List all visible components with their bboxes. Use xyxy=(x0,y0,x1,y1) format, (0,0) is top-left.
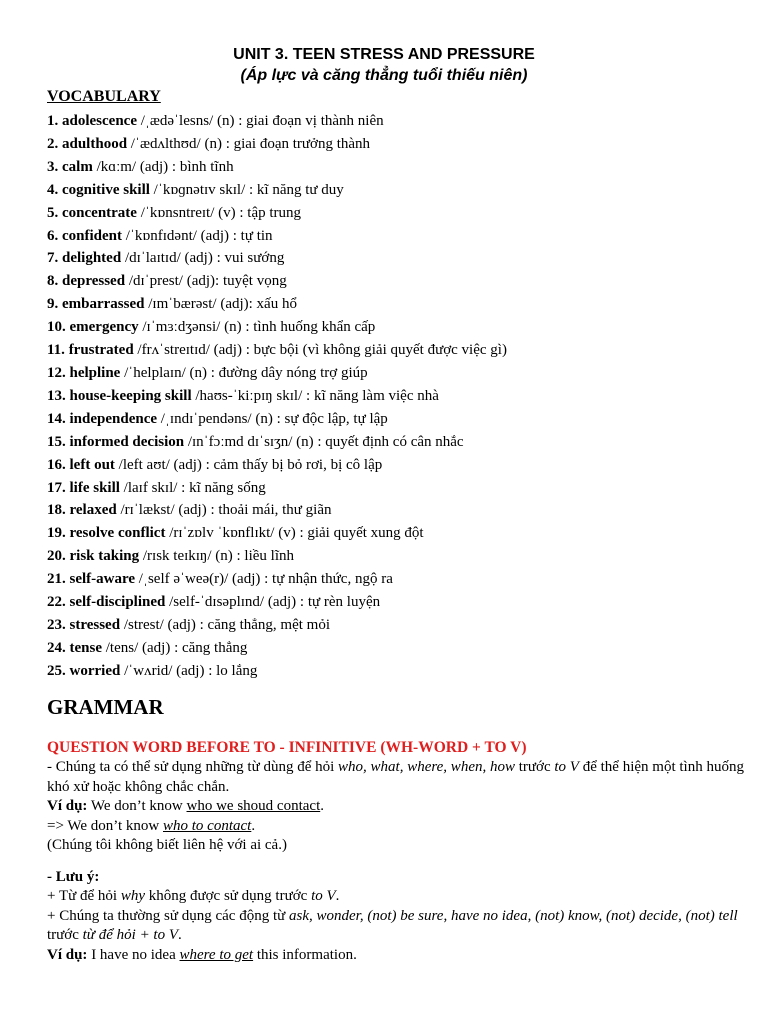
vocab-item xyxy=(47,614,747,637)
vocab-word: house-keeping skill xyxy=(69,387,192,404)
vocab-item xyxy=(47,431,747,454)
vocab-word: delighted xyxy=(62,250,122,267)
example-text: . xyxy=(320,798,324,814)
vocab-definition: /ˈkɒnfɪdənt/ (adj) : tự tin xyxy=(122,227,273,244)
vocab-number: 24. xyxy=(47,639,66,656)
vocab-definition: /left aʊt/ (adj) : cảm thấy bị bỏ rơi, bị cô lập xyxy=(114,456,383,473)
vocab-number: 14. xyxy=(47,410,66,427)
grammar-topic-heading: QUESTION WORD BEFORE TO - INFINITIVE (WH-WORD + TO V) xyxy=(47,739,527,756)
vocab-number: 23. xyxy=(47,616,66,633)
note-text: . xyxy=(178,927,182,943)
vocab-definition: /ɪnˈfɔːmd dɪˈsɪʒn/ (n) : quyết định có cân nhắc xyxy=(184,433,464,450)
vocab-number: 22. xyxy=(47,594,66,611)
vocab-item xyxy=(47,202,747,225)
example-1 xyxy=(47,797,752,817)
vocab-definition: /dɪˈlaɪtɪd/ (adj) : vui sướng xyxy=(121,250,285,267)
vocab-item xyxy=(47,362,747,385)
note-why: why xyxy=(120,888,145,904)
note-verbs: ask, wonder, (not) be sure, have no idea, (not) know, (not) decide, (not) tell xyxy=(289,907,738,924)
example-2 xyxy=(47,817,752,837)
vocab-item xyxy=(47,156,747,179)
unit-subtitle: (Áp lực và căng thẳng tuổi thiếu niên) xyxy=(240,67,528,84)
vocab-word: risk taking xyxy=(69,548,140,565)
unit-title: UNIT 3. TEEN STRESS AND PRESSURE xyxy=(233,46,535,63)
grammar-body xyxy=(47,758,752,965)
vocab-definition: /ˌædəˈlesns/ (n) : giai đoạn vị thành niên xyxy=(136,113,384,129)
example-text: I have no idea xyxy=(87,946,180,963)
example-3 xyxy=(47,946,752,966)
note-text: + Chúng ta thường sử dụng các động từ xyxy=(47,907,290,924)
vocab-definition: /rɪˈzɒlv ˈkɒnflɪkt/ (v) : giải quyết xung đột xyxy=(165,525,424,542)
vocab-definition: /tens/ (adj) : căng thẳng xyxy=(102,639,248,656)
vocab-item xyxy=(47,637,747,660)
vocab-definition: /ɪˈmɜːdʒənsi/ (n) : tình huống khẩn cấp xyxy=(138,319,376,336)
vocab-item xyxy=(47,568,747,591)
vocab-number: 1. xyxy=(47,113,59,129)
vocab-number: 20. xyxy=(47,548,66,565)
vocab-word: left out xyxy=(69,456,115,473)
grammar-intro xyxy=(47,758,752,797)
vocab-item xyxy=(47,133,747,156)
vocab-definition: /ˈhelplaɪn/ (n) : đường dây nóng trợ giúp xyxy=(120,364,368,381)
vocab-word: embarrassed xyxy=(62,296,145,313)
vocab-word: resolve conflict xyxy=(69,525,166,542)
example-label: Ví dụ: xyxy=(47,798,88,814)
vocab-item xyxy=(47,591,747,614)
vocab-definition: /rɪsk teɪkɪŋ/ (n) : liều lĩnh xyxy=(139,548,295,565)
vocab-item xyxy=(47,316,747,339)
vocab-number: 18. xyxy=(47,502,66,519)
vocab-item xyxy=(47,454,747,477)
vocab-definition: /ˌself əˈweə(r)/ (adj) : tự nhận thức, ngộ ra xyxy=(135,571,393,588)
vocab-number: 8. xyxy=(47,273,59,290)
vocab-item xyxy=(47,660,747,683)
vocab-word: self-disciplined xyxy=(69,594,166,611)
example-label: Ví dụ: xyxy=(47,946,88,963)
vocab-number: 7. xyxy=(47,250,59,267)
vocabulary-list xyxy=(47,110,747,683)
note-1 xyxy=(47,887,752,907)
vocab-word: life skill xyxy=(69,479,120,496)
note-text: . xyxy=(335,888,340,904)
example-text: We don’t know xyxy=(87,798,187,814)
vocab-definition: /ˌɪndɪˈpendəns/ (n) : sự độc lập, tự lập xyxy=(157,410,388,427)
vocab-definition: /kɑːm/ (adj) : bình tĩnh xyxy=(92,158,234,175)
vocab-item xyxy=(47,293,747,316)
note-label: - Lưu ý: xyxy=(47,868,100,885)
vocab-word: independence xyxy=(69,410,158,427)
vocab-number: 11. xyxy=(47,342,65,359)
vocab-definition: /ˈwʌrid/ (adj) : lo lắng xyxy=(120,662,258,679)
vocabulary-heading: VOCABULARY xyxy=(47,88,161,105)
vocab-number: 17. xyxy=(47,479,66,496)
vocab-definition: /dɪˈprest/ (adj): tuyệt vọng xyxy=(125,273,287,290)
vocab-word: depressed xyxy=(62,273,126,290)
note-text: + Từ để hỏi xyxy=(47,888,121,904)
vocab-word: adolescence xyxy=(62,113,137,129)
vocab-item xyxy=(47,179,747,202)
vocab-item xyxy=(47,247,747,270)
grammar-heading: GRAMMAR xyxy=(47,695,164,719)
vocab-item xyxy=(47,477,747,500)
intro-text: - Chúng ta có thể sử dụng những từ dùng để hỏi xyxy=(47,759,339,775)
vocab-word: emergency xyxy=(69,319,139,336)
vocab-number: 2. xyxy=(47,135,59,152)
vocab-item xyxy=(47,408,747,431)
vocab-word: frustrated xyxy=(68,342,134,359)
vocab-item xyxy=(47,225,747,248)
vocab-item xyxy=(47,385,747,408)
vocab-definition: /haʊs-ˈkiːpɪŋ skɪl/ : kĩ năng làm việc nhà xyxy=(191,387,439,404)
vocab-item xyxy=(47,270,747,293)
example-text: . xyxy=(251,817,256,834)
example-underlined: who we shoud contact xyxy=(186,798,321,814)
vocab-word: helpline xyxy=(69,364,121,381)
intro-text: trước xyxy=(514,759,555,775)
vocab-number: 25. xyxy=(47,662,66,679)
vocab-word: concentrate xyxy=(62,204,137,221)
vocab-word: worried xyxy=(69,662,121,679)
note-text: không được sử dụng trước xyxy=(144,888,312,904)
vocab-number: 3. xyxy=(47,158,59,175)
vocab-number: 4. xyxy=(47,181,59,198)
vocab-definition: /ˈkɒɡnətɪv skɪl/ : kĩ năng tư duy xyxy=(149,181,344,198)
vocab-word: calm xyxy=(62,158,93,175)
vocab-number: 10. xyxy=(47,319,66,336)
vocab-word: stressed xyxy=(69,616,121,633)
vocab-definition: /ɪmˈbærəst/ (adj): xấu hổ xyxy=(144,296,297,313)
vocab-number: 9. xyxy=(47,296,59,313)
vocab-number: 15. xyxy=(47,433,66,450)
example-text: this information. xyxy=(253,946,357,963)
vocab-word: self-aware xyxy=(69,571,136,588)
vocab-definition: /ˈkɒnsntreɪt/ (v) : tập trung xyxy=(136,204,302,221)
vocab-definition: /ˈædʌlthʊd/ (n) : giai đoạn trưởng thành xyxy=(127,135,371,152)
vocab-number: 19. xyxy=(47,525,66,542)
vocab-item xyxy=(47,499,747,522)
vocab-item xyxy=(47,522,747,545)
vocab-definition: /frʌˈstreɪtɪd/ (adj) : bực bội (vì không giải quyết được việc gì) xyxy=(133,342,507,359)
vocab-definition: /rɪˈlækst/ (adj) : thoải mái, thư giãn xyxy=(116,502,332,519)
vocab-item xyxy=(47,110,747,133)
note-formula: từ để hỏi + to V xyxy=(82,927,179,943)
vocab-definition: /laɪf skɪl/ : kĩ năng sống xyxy=(119,479,266,496)
note-to-v: to V xyxy=(311,888,336,904)
vocab-word: tense xyxy=(69,639,102,656)
note-2 xyxy=(47,907,752,946)
vocab-word: cognitive skill xyxy=(62,181,150,198)
note-text: trước xyxy=(47,927,83,943)
example-underlined: who to contact xyxy=(163,817,252,834)
intro-question-words: who, what, where, when, how xyxy=(338,759,515,775)
example-translation: (Chúng tôi không biết liên hệ với ai cả.) xyxy=(47,837,287,853)
example-text: => We don’t know xyxy=(47,817,163,834)
intro-to-v: to V xyxy=(554,759,579,775)
vocab-number: 12. xyxy=(47,364,66,381)
vocab-definition: /strest/ (adj) : căng thẳng, mệt mỏi xyxy=(120,616,331,633)
vocab-definition: /self-ˈdɪsəplɪnd/ (adj) : tự rèn luyện xyxy=(165,594,381,611)
vocab-word: adulthood xyxy=(62,135,128,152)
vocab-item xyxy=(47,339,747,362)
vocab-number: 16. xyxy=(47,456,66,473)
vocab-word: confident xyxy=(62,227,122,244)
vocab-word: informed decision xyxy=(69,433,185,450)
vocab-number: 13. xyxy=(47,387,66,404)
vocab-word: relaxed xyxy=(69,502,117,519)
vocab-number: 21. xyxy=(47,571,66,588)
vocab-item xyxy=(47,545,747,568)
example-underlined: where to get xyxy=(179,946,254,963)
vocab-number: 5. xyxy=(47,204,59,221)
intro-text: để thể hiện một tình huống khó xử hoặc không chắc chắn. xyxy=(47,759,744,795)
vocab-number: 6. xyxy=(47,227,59,244)
